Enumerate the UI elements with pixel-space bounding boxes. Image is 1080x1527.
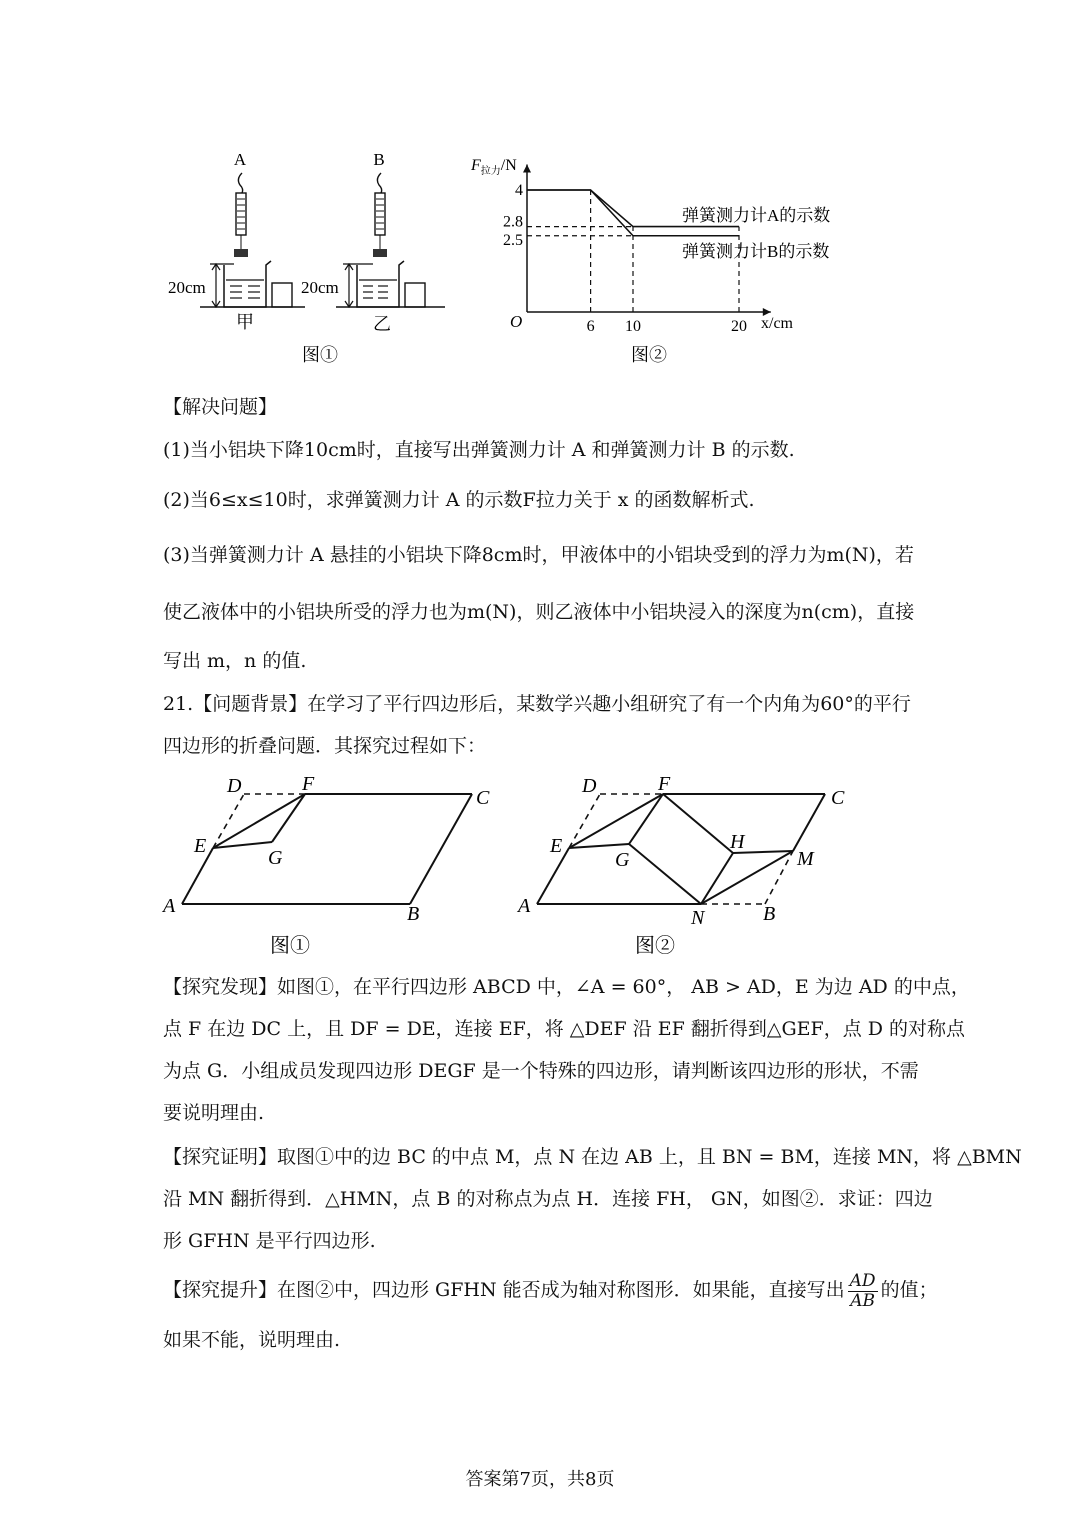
- segment-gf: [629, 794, 663, 844]
- hook-a-icon: [238, 173, 242, 193]
- side-bc: [410, 794, 472, 904]
- question-3-line2: 使乙液体中的小铝块所受的浮力也为m(N)，则乙液体中小铝块浸入的深度为n(cm)，直接: [163, 601, 915, 623]
- segment-mn: [701, 851, 793, 904]
- segment-ef: [213, 794, 305, 848]
- point-h: H: [730, 831, 745, 853]
- scale-b-label: B: [373, 150, 385, 169]
- parallelogram-figure-1: [160, 768, 510, 963]
- force-distance-chart: [465, 145, 865, 370]
- figure1-caption: 图①: [302, 345, 338, 365]
- side-mc: [793, 794, 825, 851]
- scale-a-label: A: [233, 150, 247, 169]
- block-side-left: [272, 283, 292, 307]
- point-m: M: [797, 848, 814, 870]
- point-a: A: [163, 895, 176, 917]
- figure1-apparatus: [160, 145, 460, 370]
- point-d: D: [582, 775, 597, 797]
- height-left-label: 20cm: [168, 278, 206, 297]
- improve-prefix: 【探究提升】在图②中，四边形 GFHN 能否成为轴对称图形．如果能，直接写出: [163, 1279, 845, 1301]
- x-tick-6: 6: [586, 318, 595, 335]
- fraction-denominator: AB: [850, 1290, 875, 1311]
- parallelogram-figure-2: [515, 768, 875, 963]
- segment-eg: [569, 844, 629, 848]
- ad-over-ab-fraction: [848, 1272, 878, 1311]
- figure-2-caption: 图②: [635, 935, 675, 957]
- beaker-right: [357, 261, 404, 307]
- liquid-jia-label: 甲: [236, 312, 254, 332]
- y-axis-label: $F_{拉力}/N$: [471, 157, 517, 177]
- point-d: D: [227, 775, 242, 797]
- improve-line1: [163, 1268, 938, 1312]
- beaker-left: [224, 261, 271, 307]
- point-a: A: [518, 895, 531, 917]
- point-g: G: [268, 847, 283, 869]
- y-tick-2.5: 2.5: [503, 231, 523, 249]
- question-2: (2)当6≤x≤10时，求弹簧测力计 A 的示数F拉力关于 x 的函数解析式.: [163, 489, 755, 511]
- point-g: G: [615, 849, 630, 871]
- point-n: N: [691, 907, 705, 929]
- problem21-line2: 四边形的折叠问题．其探究过程如下：: [163, 735, 487, 757]
- block-side-right: [405, 283, 425, 307]
- aluminium-block-b: [373, 249, 387, 257]
- point-e: E: [550, 835, 563, 857]
- y-axis-arrow-icon: [523, 165, 531, 173]
- segment-ef: [569, 794, 663, 848]
- prove-line2: 沿 MN 翻折得到．△HMN，点 B 的对称点为点 H．连接 FH， GN，如图②．求证：四边: [163, 1188, 933, 1210]
- aluminium-block-a: [234, 249, 248, 257]
- discover-line1: 【探究发现】如图①，在平行四边形 ABCD 中，∠A = 60°， AB > AD，E 为边 AD 的中点，: [163, 976, 970, 998]
- point-b: B: [407, 903, 420, 925]
- point-f: F: [658, 773, 671, 795]
- segment-hn: [701, 853, 733, 904]
- point-f: F: [302, 773, 315, 795]
- legend-b: 弹簧测力计B的示数: [682, 242, 830, 261]
- prove-line3: 形 GFHN 是平行四边形.: [163, 1230, 376, 1252]
- segment-gf: [272, 794, 305, 842]
- discover-line4: 要说明理由.: [163, 1102, 265, 1124]
- x-tick-20: 20: [731, 318, 747, 335]
- y-tick-2.8: 2.8: [503, 213, 523, 231]
- liquid-yi-label: 乙: [373, 314, 391, 334]
- height-right-label: 20cm: [301, 278, 339, 297]
- hook-b-icon: [377, 173, 381, 193]
- y-tick-4: 4: [515, 182, 523, 199]
- discover-line3: 为点 G．小组成员发现四边形 DEGF 是一个特殊的四边形，请判断该四边形的形状，不需: [163, 1060, 919, 1082]
- improve-line2: 如果不能，说明理由.: [163, 1329, 341, 1351]
- discover-line2: 点 F 在边 DC 上，且 DF = DE，连接 EF，将 △DEF 沿 EF 翻折得到△GEF，点 D 的对称点: [163, 1018, 966, 1040]
- question-1: (1)当小铝块下降10cm时，直接写出弹簧测力计 A 和弹簧测力计 B 的示数.: [163, 439, 795, 461]
- improve-suffix: 的值；: [880, 1279, 938, 1301]
- point-e: E: [194, 835, 207, 857]
- legend-a: 弹簧测力计A的示数: [682, 206, 831, 225]
- problem21-line1: 21.【问题背景】在学习了平行四边形后，某数学兴趣小组研究了有一个内角为60°的平行: [163, 693, 911, 715]
- fraction-numerator: AD: [849, 1270, 876, 1291]
- origin-label: O: [510, 312, 523, 331]
- question-3-line3: 写出 m，n 的值.: [163, 650, 307, 672]
- point-b: B: [763, 903, 776, 925]
- x-axis-label: x/cm: [761, 315, 793, 332]
- point-c: C: [831, 787, 845, 809]
- x-tick-10: 10: [625, 318, 641, 335]
- question-3-line1: (3)当弹簧测力计 A 悬挂的小铝块下降8cm时，甲液体中的小铝块受到的浮力为m(N)，若: [163, 544, 914, 566]
- figure2-caption: 图②: [631, 345, 667, 365]
- segment-fh: [663, 794, 733, 853]
- segment-gn: [629, 844, 701, 904]
- point-c: C: [476, 787, 490, 809]
- section-title: 【解决问题】: [163, 396, 278, 418]
- page-footer: 答案第7页，共8页: [465, 1469, 615, 1490]
- figure-1-caption: 图①: [270, 935, 310, 957]
- prove-line1: 【探究证明】取图①中的边 BC 的中点 M，点 N 在边 AB 上，且 BN = BM，连接 MN，将 △BMN: [163, 1146, 1022, 1168]
